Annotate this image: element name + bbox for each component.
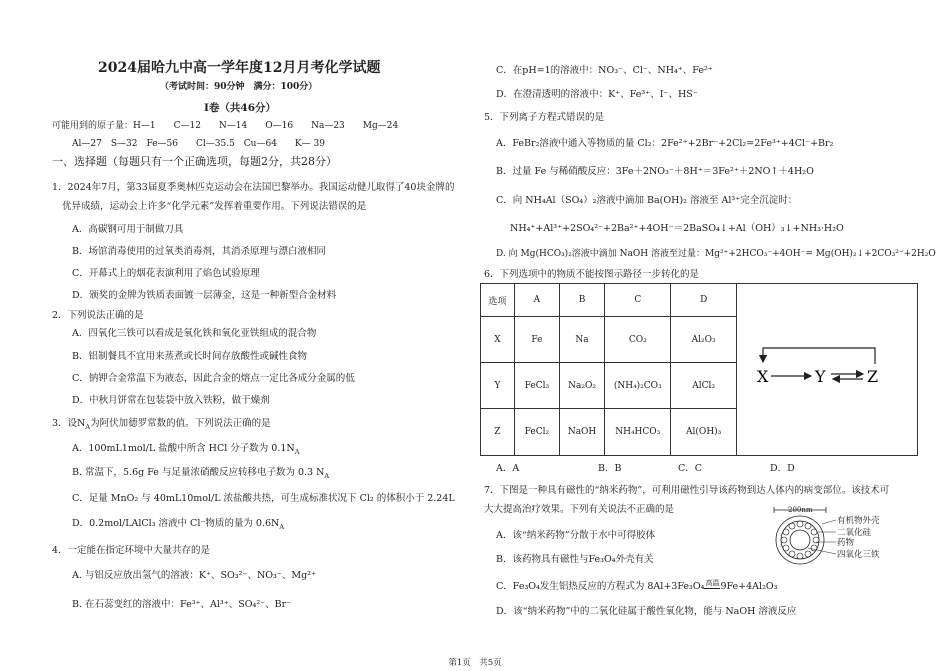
q1-option-c: C．开幕式上的烟花表演利用了焰色试验原理	[72, 268, 260, 279]
iron-oxide-core	[790, 530, 810, 550]
exam-meta: （考试时间：90分钟 满分：100分）	[160, 82, 318, 92]
q1-option-b: B．场馆消毒使用的过氧类消毒剂，其消杀原理与漂白液相同	[72, 246, 326, 257]
q2-option-b: B．铝制餐具不宜用来蒸煮或长时间存放酸性或碱性食物	[72, 351, 307, 362]
nano-drug-figure	[764, 504, 904, 566]
q7-option-c: C．Fe₃O₄发生铝热反应的方程式为 8Al+3Fe₃O₄高温9Fe+4Al₂O₃	[496, 579, 778, 592]
q1-stem-2: 优异成绩，运动会上许多“化学元素”发挥着重要作用。下列说法错误的是	[62, 201, 367, 212]
table-cell: Z	[481, 409, 515, 456]
table-cell: Al₂O₃	[671, 317, 737, 363]
reaction-condition: 高温	[705, 579, 720, 587]
table-cell: (NH₄)₂CO₃	[605, 362, 671, 409]
q2-option-c: C．钠钾合金常温下为液态，因此合金的熔点一定比各成分金属的低	[72, 373, 355, 384]
atomic-masses-1: 可能用到的原子量：H—1 C—12 N—14 O—16 Na—23 Mg—24	[52, 121, 399, 131]
q7-stem-1: 7．下图是一种具有磁性的“纳米药物”，可利用磁性引导该药物到达人体内的病变部位。该技术可	[484, 485, 890, 496]
q5-option-b: B．过量 Fe 与稀硝酸反应：3Fe＋2NO₃⁻＋8H⁺＝3Fe²⁺＋2NO↑＋4H₂O	[496, 166, 814, 177]
q4-stem: 4．一定能在指定环境中大量共存的是	[52, 545, 211, 556]
q7-option-a: A．该“纳米药物”分散于水中可得胶体	[496, 530, 656, 541]
q2-option-d: D．中秋月饼常在包装袋中放入铁粉，做干燥剂	[72, 395, 270, 406]
table-header-cell: B	[559, 284, 604, 317]
diagram-node-y: Y	[815, 367, 826, 386]
q6-diagram-cell	[737, 284, 918, 456]
table-cell: FeCl₃	[514, 362, 559, 409]
diagram-node-z: Z	[867, 367, 879, 386]
q2-option-a: A．四氧化三铁可以看成是氧化铁和氧化亚铁组成的混合物	[72, 328, 317, 339]
table-cell: FeCl₂	[514, 409, 559, 456]
page-title: 2024届哈九中高一学年度12月月考化学试题	[98, 60, 381, 76]
q1-option-d: D．颁奖的金牌为铁质表面镀一层薄金，这是一种新型合金材料	[72, 290, 337, 301]
table-header-cell: 选项	[481, 284, 515, 317]
label-iron-oxide: 四氧化三铁	[837, 550, 880, 560]
table-cell: Y	[481, 362, 515, 409]
table-cell: X	[481, 317, 515, 363]
q4-option-d: D．在澄清透明的溶液中：K⁺、Fe³⁺、I⁻、HS⁻	[496, 89, 698, 100]
q5-stem: 5．下列离子方程式错误的是	[484, 112, 605, 123]
arrow-z-to-x	[763, 348, 875, 364]
q6-options-table	[480, 283, 918, 456]
atomic-masses-2: Al—27 S—32 Fe—56 Cl—35.5 Cu—64 K— 39	[72, 139, 325, 149]
q5-option-d: D. 向 Mg(HCO₃)₂溶液中滴加 NaOH 溶液至过量：Mg²⁺+2HCO₃⁻+4OH⁻= Mg(OH)₂↓+2CO₃²⁻+2H₂O	[496, 249, 936, 259]
table-cell: Fe	[514, 317, 559, 363]
table-cell: CO₂	[605, 317, 671, 363]
q6-answer-d: D．D	[770, 463, 795, 474]
q3-option-b: B. 常温下，5.6g Fe 与足量浓硝酸反应转移电子数为 0.3 $N_A$	[72, 467, 330, 480]
table-cell: NaOH	[559, 409, 604, 456]
label-silica: 二氧化硅	[837, 528, 872, 538]
q5-option-a: A．FeBr₂溶液中通入等物质的量 Cl₂：2Fe²⁺+2Br⁻+2Cl₂=2Fe³⁺+4Cl⁻+Br₂	[496, 138, 834, 149]
part-heading: Ⅰ卷（共46分）	[204, 102, 277, 114]
section-heading: 一、选择题（每题只有一个正确选项，每题2分，共28分）	[52, 155, 337, 168]
diagram-node-x: X	[757, 367, 769, 386]
q6-stem: 6．下列选项中的物质不能按图示路径一步转化的是	[484, 269, 700, 280]
q7-option-b: B．该药物具有磁性与Fe₃O₄外壳有关	[496, 554, 654, 565]
table-header-cell: D	[671, 284, 737, 317]
q3-option-d: D．0.2mol/LAlCl₃ 溶液中 Cl⁻物质的量为 $0.6N_A$	[72, 518, 285, 531]
table-cell: Na	[559, 317, 604, 363]
q1-stem-1: 1．2024年7月，第33届夏季奥林匹克运动会在法国巴黎举办。我国运动健儿取得了40块金牌的	[52, 182, 455, 193]
table-cell: AlCl₃	[671, 362, 737, 409]
table-cell: Na₂O₂	[559, 362, 604, 409]
q5-option-c-line1: C．向 NH₄Al（SO₄）₂溶液中滴加 Ba(OH)₂ 溶液至 Al³⁺完全沉淀时：	[496, 195, 798, 206]
q3-option-a: A．100mL1mol/L 盐酸中所含 HCl 分子数为 $0.1N_A$	[72, 443, 300, 456]
q5-option-c-line2: NH₄⁺+Al³⁺+2SO₄²⁻+2Ba²⁺+4OH⁻＝2BaSO₄↓+Al（OH）₃↓+NH₃·H₂O	[510, 223, 844, 234]
q6-answer-a: A．A	[496, 463, 520, 474]
q4-option-a: A. 与铝反应放出氢气的溶液：K⁺、SO₃²⁻、NO₃⁻、Mg²⁺	[72, 570, 316, 581]
q3-option-c: C．足量 MnO₂ 与 40mL10mol/L 浓盐酸共热，可生成标准状况下 Cl₂ 的体积小于 2.24L	[72, 493, 455, 504]
q6-conversion-diagram	[737, 284, 917, 452]
label-organic-shell: 有机物外壳	[837, 516, 880, 526]
scale-label: 200nm	[788, 506, 813, 514]
q7-stem-2: 大大提高治疗效果。下列有关说法不正确的是	[484, 504, 675, 515]
table-cell: NH₄HCO₃	[605, 409, 671, 456]
label-drug: 药物	[837, 538, 855, 548]
table-cell: Al(OH)₃	[671, 409, 737, 456]
q4-option-b: B. 在石蕊变红的溶液中：Fe³⁺、Al³⁺、SO₄²⁻、Br⁻	[72, 599, 292, 610]
q4-option-c: C．在pH=1的溶液中：NO₃⁻、Cl⁻、NH₄⁺、Fe²⁺	[496, 65, 713, 76]
table-header-cell: A	[514, 284, 559, 317]
table-header-row	[481, 284, 918, 317]
q3-stem: 3．设$N_A$为阿伏加德罗常数的值。下列说法正确的是	[52, 418, 271, 431]
q7-option-d: D．该“纳米药物”中的二氧化硅属于酸性氧化物，能与 NaOH 溶液反应	[496, 606, 797, 617]
table-header-cell: C	[605, 284, 671, 317]
q2-stem: 2．下列说法正确的是	[52, 310, 144, 321]
q1-option-a: A．高碳钢可用于制做刀具	[72, 224, 184, 235]
q6-answer-c: C．C	[678, 463, 703, 474]
q6-answer-b: B．B	[598, 463, 622, 474]
page-footer: 第1页 共5页	[448, 658, 502, 668]
